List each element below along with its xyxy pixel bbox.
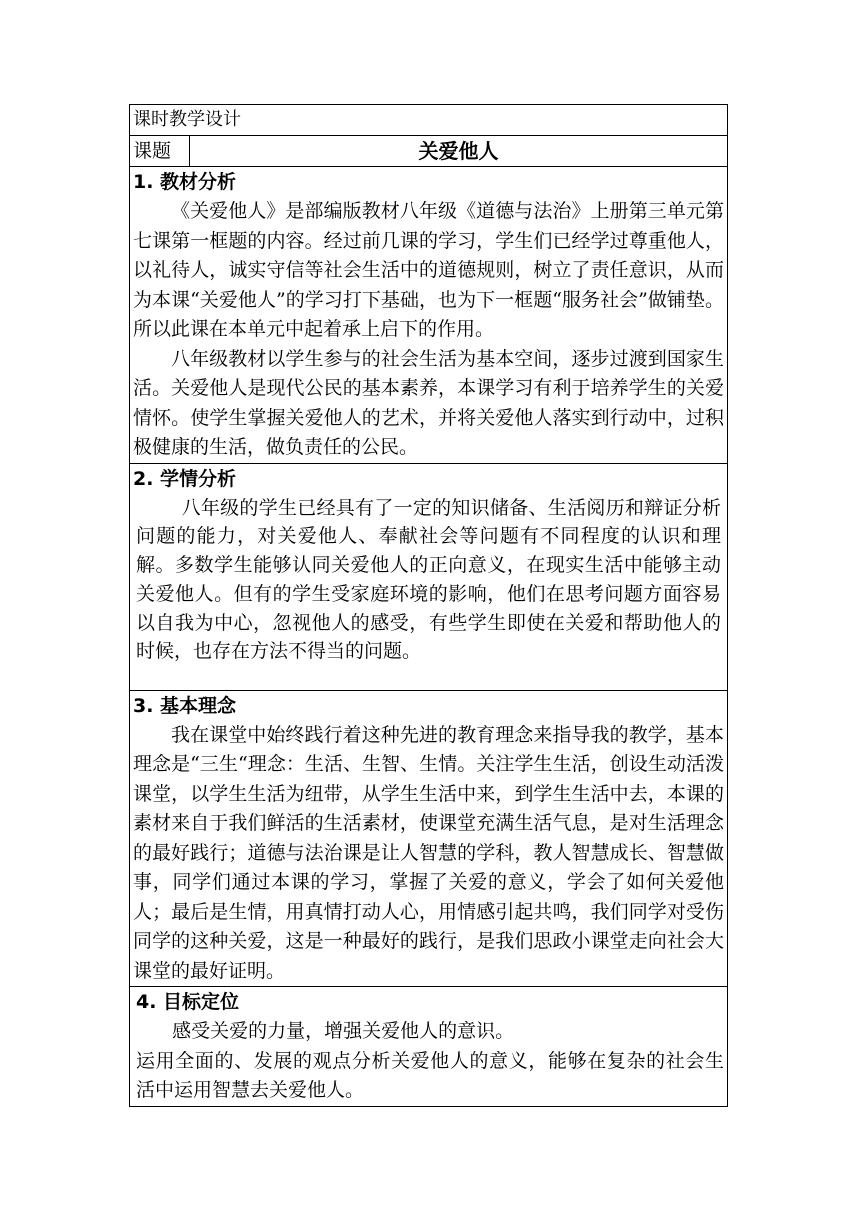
section-heading: 4. 目标定位	[136, 991, 240, 1013]
section-goal-positioning	[130, 987, 728, 1107]
table-title-row	[130, 105, 728, 136]
section-paragraph: 《关爱他人》是部编版教材八年级《道德与法治》上册第三单元第七课第一框题的内容。经过前几课的学习，学生们已经学过尊重他人，以礼待人，诚实守信等社会生活中的道德规则，树立了责任意识，从而为本课“关爱他人”的学习打下基础，也为下一框题“服务社会”做铺垫。所以此课在本单元中起着承上启下的作用。	[133, 200, 724, 340]
section-paragraph: 感受关爱的力量，增强关爱他人的意识。	[172, 1020, 515, 1042]
topic-row	[130, 136, 728, 167]
section-heading: 1. 教材分析	[133, 171, 237, 193]
section-heading: 2. 学情分析	[133, 467, 237, 490]
section-paragraph: 八年级教材以学生参与的社会生活为基本空间，逐步过渡到国家生活。关爱他人是现代公民的基本素养，本课学习有利于培养学生的关爱情怀。使学生掌握关爱他人的艺术，并将关爱他人落实到行动中，过积极健康的生活，做负责任的公民。	[133, 347, 724, 458]
section-paragraph: 我在课堂中始终践行着这种先进的教育理念来指导我的教学，基本理念是“三生“理念：生活、生智、生情。关注学生生活，创设生动活泼课堂，以学生生活为纽带，从学生生活中来，到学生生活中去，本课的素材来自于我们鲜活的生活素材，使课堂充满生活气息，是对生活理念的最好践行；道德与法治课是让人智慧的学科，教人智慧成长、智慧做事，同学们通过本课的学习，掌握了关爱的意义，学会了如何关爱他人；最后是生情，用真情打动人心，用情感引起共鸣，我们同学对受伤同学的这种关爱，这是一种最好的践行，是我们思政小课堂走向社会大课堂的最好证明。	[133, 723, 724, 982]
section-textbook-analysis	[130, 167, 728, 464]
table-title: 课时教学设计	[130, 105, 728, 136]
section-paragraph: 八年级的学生已经具有了一定的知识储备、生活阅历和辩证分析问题的能力，对关爱他人、奉献社会等问题有不同程度的认识和理解。多数学生能够认同关爱他人的正向意义，在现实生活中能够主动关爱他人。但有的学生受家庭环境的影响，他们在思考问题方面容易以自我为中心，忽视他人的感受，有些学生即使在关爱和帮助他人的时候，也存在方法不得当的问题。	[136, 496, 721, 663]
topic-label: 课题	[130, 136, 190, 167]
section-basic-concept	[130, 690, 728, 987]
lesson-design-table	[129, 104, 728, 1107]
section-student-analysis	[130, 463, 728, 690]
section-paragraph: 运用全面的、发展的观点分析关爱他人的意义，能够在复杂的社会生活中运用智慧去关爱他人。	[136, 1049, 724, 1101]
section-heading: 3. 基本理念	[133, 694, 237, 717]
topic-value: 关爱他人	[190, 136, 728, 167]
